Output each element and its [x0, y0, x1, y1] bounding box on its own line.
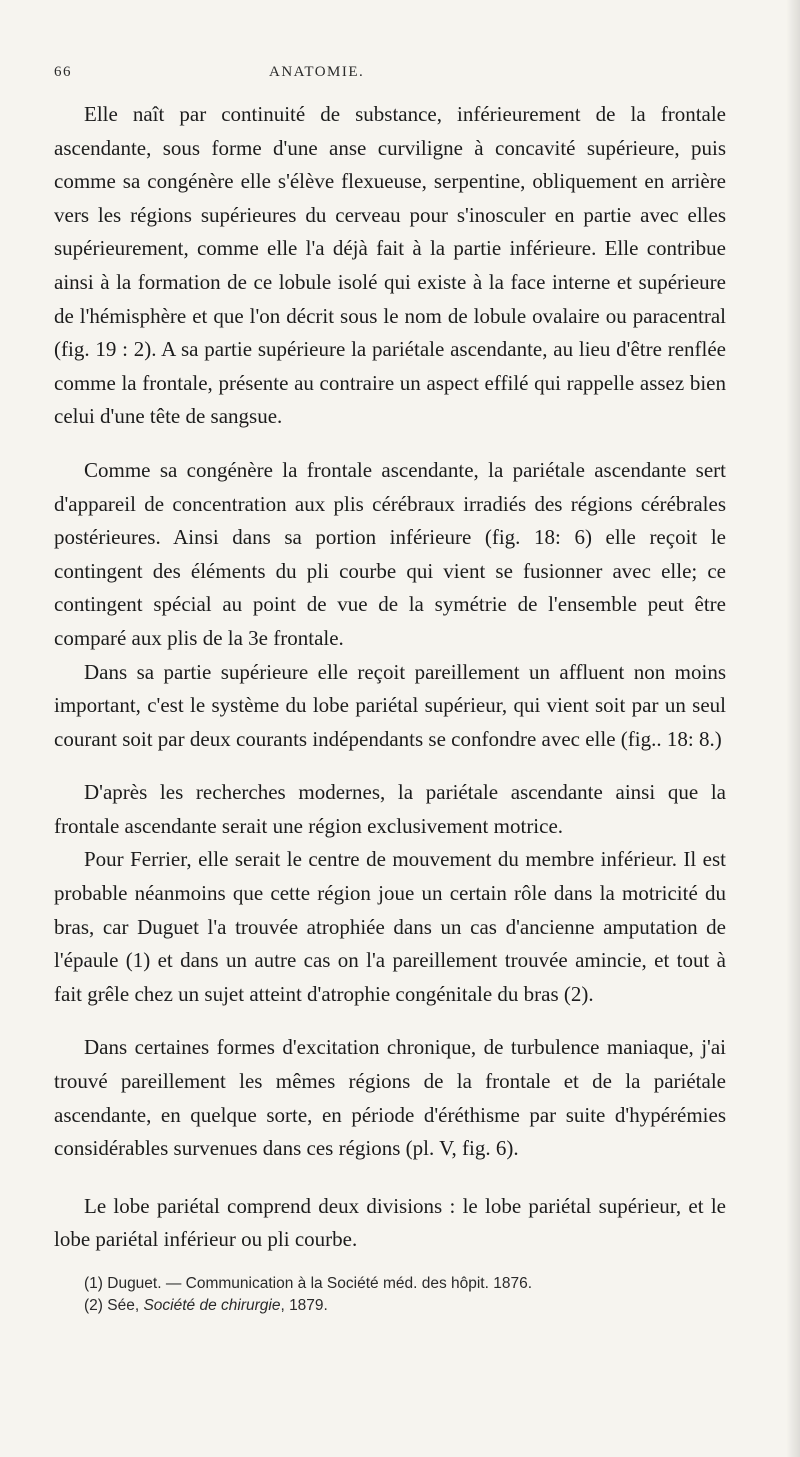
running-head [54, 60, 726, 90]
page-number: 66 [54, 64, 72, 80]
paragraph-7: Le lobe pariétal comprend deux divisions : le lobe pariétal supérieur, et le lobe pariétal inférieur ou pli courbe. [54, 1193, 726, 1252]
paragraph-3: Dans sa partie supérieure elle reçoit pareillement un affluent non moins important, c'est le système du lobe pariétal supérieur, qui vient soit par un seul courant soit par deux courants indépendants se confondre avec elle (fig.. 18: 8.) [54, 659, 726, 751]
paragraph-6: Dans certaines formes d'excitation chronique, de turbulence maniaque, j'ai trouvé pareillement les mêmes régions de la frontale et de la pariétale ascendante, en quelque sorte, en période d'éréthisme par suite d'hypérémies considérables survenues dans ces régions (pl. V, fig. 6). [54, 1035, 726, 1161]
footnote-2-suffix: , 1879. [280, 1297, 328, 1314]
footnote-1: (1) Duguet. — Communication à la Société méd. des hôpit. 1876. [84, 1275, 533, 1292]
footnotes [54, 1273, 726, 1317]
paragraph-2: Comme sa congénère la frontale ascendante, la pariétale ascendante sert d'appareil de concentration aux plis cérébraux irradiés des régions cérébrales postérieures. Ainsi dans sa portion inférieure (fig. 18: 6) elle reçoit le contingent des éléments du pli courbe qui vient se fusionner avec elle; ce contingent spécial au point de vue de la symétrie de l'ensemble peut être comparé aux plis de la 3e frontale. [54, 457, 726, 650]
paragraph-5: Pour Ferrier, elle serait le centre de mouvement du membre inférieur. Il est probable néanmoins que cette région joue un certain rôle dans la motricité du bras, car Duguet l'a trouvée atrophiée dans un cas d'ancienne amputation de l'épaule (1) et dans un autre cas on l'a pareillement trouvée amincie, et tout à fait grêle chez un sujet atteint d'atrophie congénitale du bras (2). [54, 847, 726, 1006]
footnote-2-prefix: (2) Sée, [84, 1297, 144, 1314]
footnote-2-italic: Société de chirurgie [143, 1297, 281, 1314]
body-text [54, 98, 726, 1257]
paragraph-4: D'après les recherches modernes, la pariétale ascendante ainsi que la frontale ascendante serait une région exclusivement motrice. [54, 780, 726, 838]
paragraph-1: Elle naît par continuité de substance, inférieurement de la frontale ascendante, sous forme d'une anse curviligne à concavité supérieure, puis comme sa congénère elle s'élève flexueuse, serpentine, obliquement en arrière vers les régions supérieures du cerveau pour s'inosculer en partie avec elles supérieurement, comme elle l'a déjà fait à la partie inférieure. Elle contribue ainsi à la formation de ce lobule isolé qui existe à la face interne et supérieure de l'hémisphère et que l'on décrit sous le nom de lobule ovalaire ou paracentral (fig. 19 : 2). A sa partie supérieure la pariétale ascendante, au lieu d'être renflée comme la frontale, présente au contraire un aspect effilé qui rappelle assez bien celui d'une tête de sangsue. [54, 102, 726, 429]
running-title: ANATOMIE. [269, 64, 365, 80]
page-edge-shadow [786, 0, 800, 1457]
footnote-2 [54, 1295, 726, 1317]
